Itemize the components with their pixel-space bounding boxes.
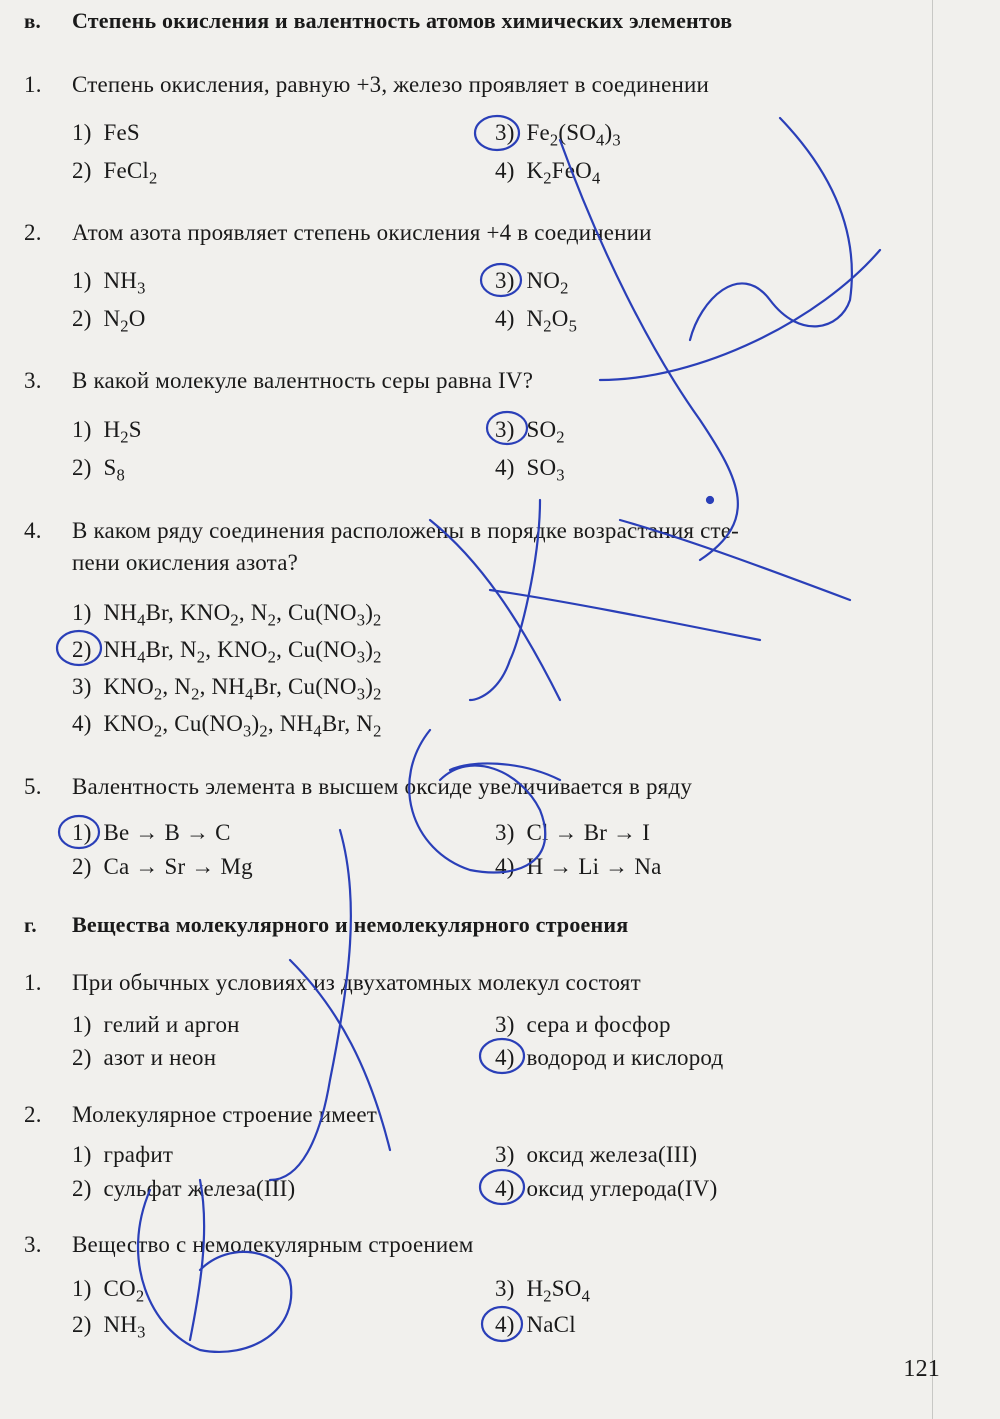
option: 4) $KNO_2$, $Cu(NO_3)_2$, $NH_4Br$, $N_2$ xyxy=(72,711,382,741)
option: 3) $KNO_2$, $N_2$, $NH_4Br$, $Cu(NO_3)_2$ xyxy=(72,674,382,704)
question-number: 5. xyxy=(24,774,42,799)
option: 3) $NO_2$ xyxy=(495,268,569,298)
scribble xyxy=(190,1180,204,1340)
option: 2) $N_2O$ xyxy=(72,306,146,336)
option: 4) водород и кислород xyxy=(495,1045,724,1070)
option: 1) графит xyxy=(72,1142,174,1167)
question-text: При обычных условиях из двухатомных молекул состоят xyxy=(72,970,641,995)
option: 2) азот и неон xyxy=(72,1045,217,1070)
question-text: Молекулярное строение имеет xyxy=(72,1102,378,1127)
option: 1) гелий и аргон xyxy=(72,1012,240,1037)
option: 1) $NH_3$ xyxy=(72,268,146,298)
option: 4) $N_2O_5$ xyxy=(495,306,578,336)
answer-circle xyxy=(481,264,521,296)
question-text: пени окисления азота? xyxy=(72,550,299,575)
option: 1) FeS xyxy=(72,120,140,145)
scribble xyxy=(600,250,880,380)
option: 4) оксид углерода(IV) xyxy=(495,1176,718,1201)
scribble xyxy=(290,960,390,1150)
scribble xyxy=(430,520,560,700)
option: 3) сера и фосфор xyxy=(495,1012,671,1037)
option: 1) $CO_2$ xyxy=(72,1276,145,1306)
option: 2) сульфат железа(III) xyxy=(72,1176,296,1201)
option: 1) Be → B → C xyxy=(72,820,231,845)
answer-circle xyxy=(57,631,101,665)
option: 1) $H_2S$ xyxy=(72,417,142,447)
page-number: 121 xyxy=(903,1356,940,1382)
section-letter: г. xyxy=(24,913,37,937)
question-number: 1. xyxy=(24,970,42,995)
section-title: Степень окисления и валентность атомов химических элементов xyxy=(72,8,733,33)
question-number: 3. xyxy=(24,1232,42,1257)
question-number: 2. xyxy=(24,1102,42,1127)
question-text: Атом азота проявляет степень окисления +4 в соединении xyxy=(72,220,652,245)
question-text: Степень окисления, равную +3, железо проявляет в соединении xyxy=(72,72,710,97)
scribble xyxy=(138,1190,291,1352)
answer-circle xyxy=(480,1039,524,1073)
option: 2) $NH_4Br$, $N_2$, $KNO_2$, $Cu(NO_3)_2$ xyxy=(72,637,382,667)
scribble xyxy=(409,730,545,873)
question-text: В какой молекуле валентность серы равна IV? xyxy=(72,368,534,393)
option: 3) оксид железа(III) xyxy=(495,1142,698,1167)
option: 2) FeCl$_2$ xyxy=(72,158,158,188)
scribble xyxy=(490,590,760,640)
scribble xyxy=(470,500,540,700)
answer-circle xyxy=(487,412,527,444)
option: 3) $SO_2$ xyxy=(495,417,565,447)
option: 2) $NH_3$ xyxy=(72,1312,146,1342)
scribble xyxy=(620,520,850,600)
scribble xyxy=(690,118,852,340)
answer-circle xyxy=(480,1170,524,1204)
scribble xyxy=(270,830,351,1180)
option: 4) $SO_3$ xyxy=(495,455,565,485)
option: 3) $Fe_2(SO_4)_3$ xyxy=(495,120,621,150)
option: 4) H → Li → Na xyxy=(495,854,662,879)
ink-dot xyxy=(707,497,713,503)
option: 1) $NH_4Br$, $KNO_2$, $N_2$, $Cu(NO_3)_2$ xyxy=(72,600,382,630)
scribble xyxy=(450,763,560,780)
answer-circle xyxy=(59,816,99,848)
option: 4) NaCl xyxy=(495,1312,576,1337)
question-text: В каком ряду соединения расположены в порядке возрастания сте- xyxy=(72,518,740,543)
question-number: 4. xyxy=(24,518,42,543)
answer-circle xyxy=(475,116,519,150)
option: 2) $S_8$ xyxy=(72,455,125,485)
answer-circle xyxy=(482,1307,522,1341)
section-letter: в. xyxy=(24,9,41,33)
question-number: 2. xyxy=(24,220,42,245)
option: 3) Cl → Br → I xyxy=(495,820,651,845)
option: 4) $K_2FeO_4$ xyxy=(495,158,601,188)
option: 3) $H_2SO_4$ xyxy=(495,1276,591,1306)
question-text: Вещество с немолекулярным строением xyxy=(72,1232,474,1257)
option: 2) Ca → Sr → Mg xyxy=(72,854,253,879)
question-number: 1. xyxy=(24,72,42,97)
question-number: 3. xyxy=(24,368,42,393)
section-title: Вещества молекулярного и немолекулярного строения xyxy=(72,912,629,937)
question-text: Валентность элемента в высшем оксиде увеличивается в ряду xyxy=(72,774,693,799)
